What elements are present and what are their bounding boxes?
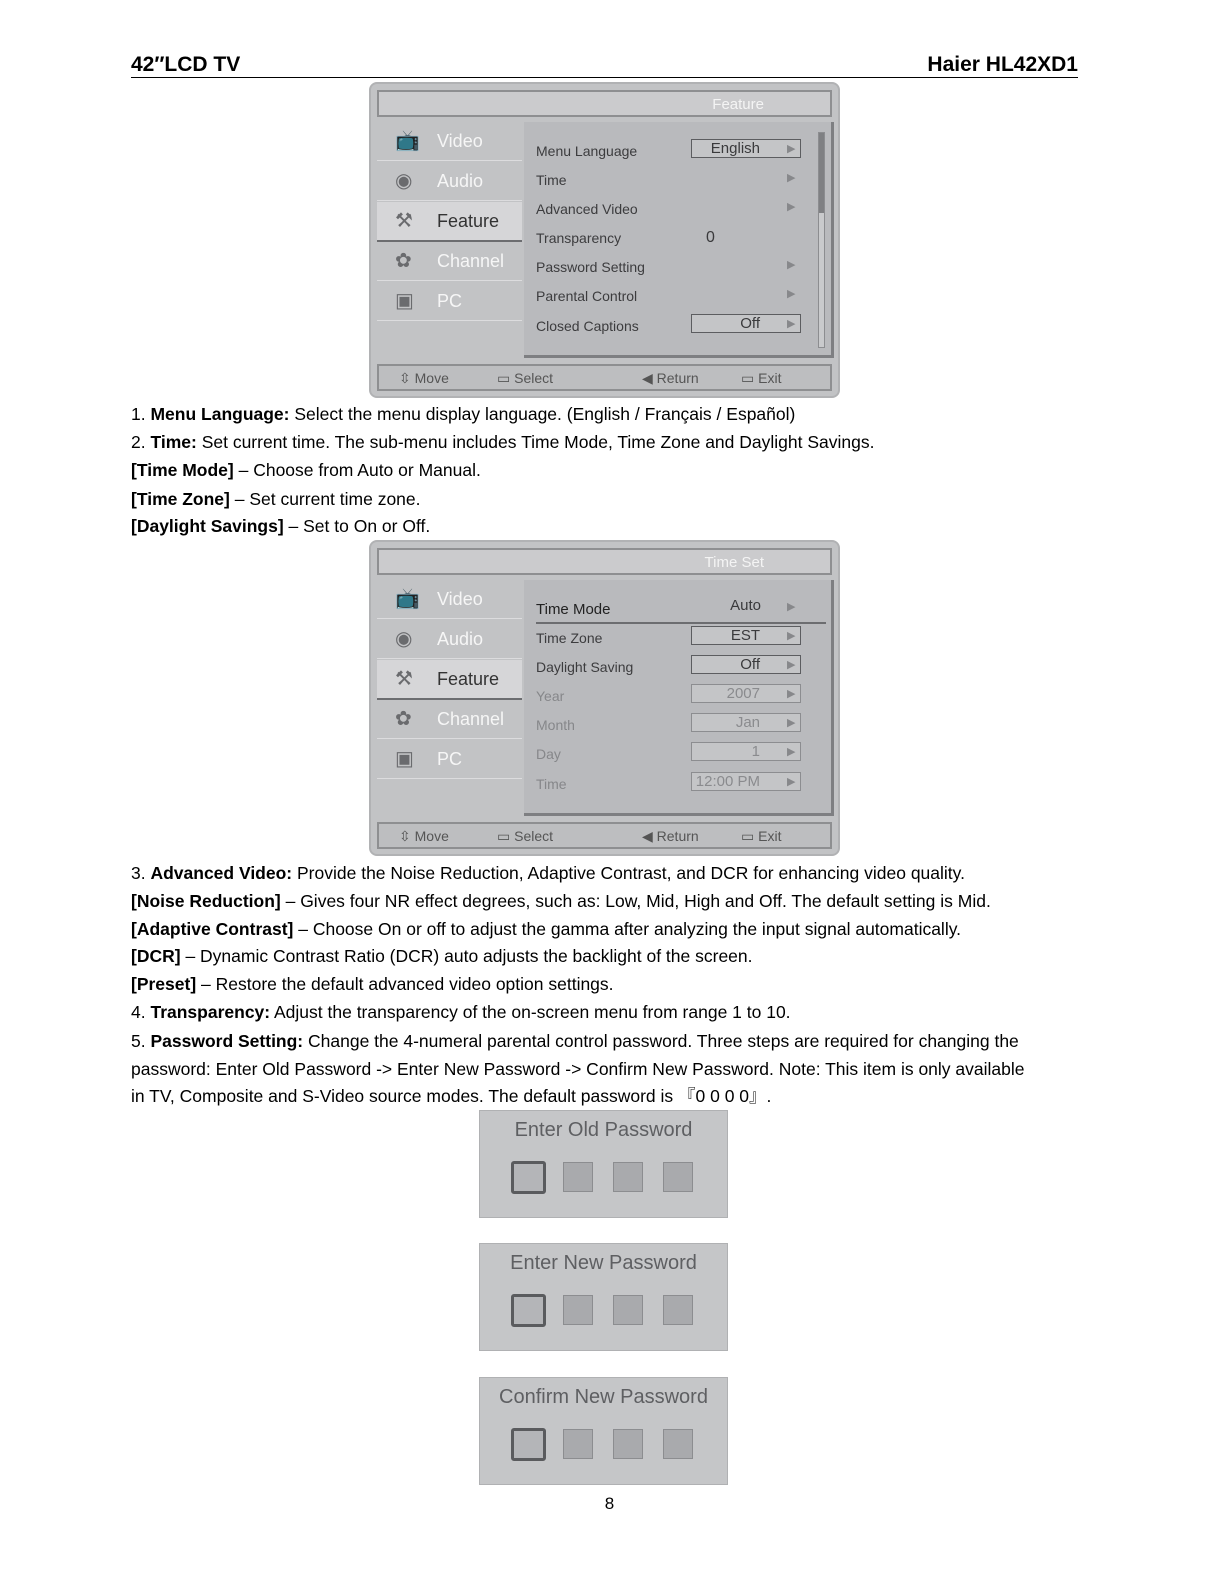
option-value: Off [691, 314, 801, 333]
page-header [131, 53, 1078, 78]
move-hint: ⇳ Move [399, 828, 449, 844]
option-password-setting[interactable] [536, 254, 826, 280]
move-hint: ⇳ Move [399, 370, 449, 386]
menu-help-bar [377, 822, 832, 849]
para-menu-language: 1. Menu Language: Select the menu display language. (English / Français / Español) [131, 404, 796, 424]
nav-item-pc[interactable] [377, 740, 522, 779]
nav-label: Video [437, 131, 483, 151]
scrollbar-thumb[interactable] [819, 133, 824, 213]
option-value: 2007 [691, 684, 801, 703]
option-time[interactable] [536, 167, 826, 193]
tools-icon: ⚒ [395, 210, 413, 232]
option-transparency[interactable] [536, 225, 826, 251]
menu-nav [377, 580, 522, 812]
arrow-right-icon: ▶ [787, 601, 796, 613]
password-digit-4[interactable] [663, 1162, 693, 1192]
nav-item-video[interactable] [377, 580, 522, 619]
arrow-right-icon: ▶ [787, 630, 796, 642]
arrow-right-icon: ▶ [787, 688, 796, 700]
nav-item-audio[interactable] [377, 620, 522, 659]
option-label: Time Zone [536, 630, 603, 646]
option-value: 1 [691, 742, 801, 761]
return-hint: ◀ Return [642, 370, 699, 386]
satellite-icon: ✿ [395, 250, 412, 272]
arrow-right-icon: ▶ [787, 717, 796, 729]
option-label: Month [536, 717, 575, 733]
confirm-new-password-dialog [479, 1377, 728, 1485]
option-year[interactable] [536, 683, 826, 709]
arrow-right-icon: ▶ [787, 201, 796, 213]
option-time-zone[interactable] [536, 625, 826, 651]
nav-item-pc[interactable] [377, 282, 522, 321]
nav-label: Video [437, 589, 483, 609]
option-value: Off [691, 655, 801, 674]
para-password-steps: password: Enter Old Password -> Enter New Password -> Confirm New Password. Note: This item is only available [131, 1059, 1025, 1079]
tools-icon: ⚒ [395, 668, 413, 690]
option-value: 12:00 PM [691, 772, 801, 791]
password-digit-3[interactable] [613, 1162, 643, 1192]
option-value: English [691, 139, 801, 158]
scrollbar[interactable] [818, 132, 825, 348]
dialog-title: Enter New Password [510, 1252, 697, 1274]
password-digit-2[interactable] [563, 1429, 593, 1459]
nav-item-channel[interactable] [377, 242, 522, 281]
header-left: 42″LCD TV [131, 53, 241, 76]
option-time-mode[interactable] [536, 596, 826, 624]
option-label: Closed Captions [536, 318, 639, 334]
option-advanced-video[interactable] [536, 196, 826, 222]
nav-label: Feature [437, 211, 500, 231]
option-label: Transparency [536, 230, 622, 246]
para-time-zone: [Time Zone] – Set current time zone. [131, 489, 421, 509]
tv-icon: 📺 [395, 130, 420, 152]
option-value: EST [691, 626, 801, 645]
para-time-mode: [Time Mode] – Choose from Auto or Manual. [131, 460, 481, 480]
nav-label: Audio [437, 629, 484, 649]
select-hint: ▭ Select [497, 370, 554, 386]
option-time[interactable] [536, 771, 826, 797]
page-number: 8 [604, 1494, 615, 1513]
para-dcr: [DCR] – Dynamic Contrast Ratio (DCR) auto adjusts the backlight of the screen. [131, 946, 753, 966]
password-digit-4[interactable] [663, 1295, 693, 1325]
menu-title: Feature [712, 96, 764, 113]
para-password-setting: 5. Password Setting: Change the 4-numeral parental control password. Three steps are required for changing the [131, 1031, 1019, 1051]
arrow-right-icon: ▶ [787, 318, 796, 330]
enter-new-password-dialog [479, 1243, 728, 1351]
password-digit-4[interactable] [663, 1429, 693, 1459]
password-digit-1[interactable] [511, 1428, 546, 1461]
arrow-right-icon: ▶ [787, 659, 796, 671]
para-adaptive-contrast: [Adaptive Contrast] – Choose On or off to adjust the gamma after analyzing the input signal automatically. [131, 919, 962, 939]
password-digit-1[interactable] [511, 1161, 546, 1194]
option-label: Menu Language [536, 143, 638, 159]
option-label: Time [536, 172, 567, 188]
time-set-menu-screenshot [369, 540, 840, 856]
option-label: Password Setting [536, 259, 645, 275]
header-right: Haier HL42XD1 [927, 53, 1078, 76]
nav-item-video[interactable] [377, 122, 522, 161]
satellite-icon: ✿ [395, 708, 412, 730]
arrow-right-icon: ▶ [787, 172, 796, 184]
speaker-icon: ◉ [395, 170, 413, 192]
option-label: Time Mode [536, 601, 611, 618]
menu-title: Time Set [704, 554, 764, 571]
para-transparency: 4. Transparency: Adjust the transparency of the on-screen menu from range 1 to 10. [131, 1002, 791, 1022]
feature-menu-screenshot [369, 82, 840, 398]
dialog-title: Enter Old Password [514, 1119, 693, 1141]
menu-options-panel [524, 122, 834, 358]
arrow-right-icon: ▶ [787, 288, 796, 300]
password-digit-1[interactable] [511, 1294, 546, 1327]
password-digit-3[interactable] [613, 1295, 643, 1325]
option-value: Auto [730, 597, 761, 614]
enter-old-password-dialog [479, 1110, 728, 1218]
option-label: Year [536, 688, 565, 704]
monitor-icon: ▣ [395, 748, 414, 770]
menu-title-bar [377, 548, 832, 575]
arrow-right-icon: ▶ [787, 143, 796, 155]
nav-label: Feature [437, 669, 500, 689]
arrow-right-icon: ▶ [787, 259, 796, 271]
password-digit-2[interactable] [563, 1295, 593, 1325]
para-default-password: in TV, Composite and S-Video source modes. The default password is 『0 0 0 0』. [131, 1086, 772, 1106]
para-time: 2. Time: Set current time. The sub-menu includes Time Mode, Time Zone and Daylight Savings. [131, 432, 875, 452]
nav-label: Channel [437, 251, 505, 271]
para-daylight-savings: [Daylight Savings] – Set to On or Off. [131, 516, 431, 536]
password-digit-2[interactable] [563, 1162, 593, 1192]
arrow-right-icon: ▶ [787, 776, 796, 788]
option-daylight-saving[interactable] [536, 654, 826, 680]
nav-label: PC [437, 749, 463, 769]
option-closed-captions[interactable] [536, 313, 826, 339]
para-preset: [Preset] – Restore the default advanced video option settings. [131, 974, 614, 994]
nav-item-audio[interactable] [377, 162, 522, 201]
menu-title-bar [377, 90, 832, 117]
para-noise-reduction: [Noise Reduction] – Gives four NR effect degrees, such as: Low, Mid, High and Off. The default setting is Mid. [131, 891, 991, 911]
menu-help-bar [377, 364, 832, 391]
option-value: Jan [691, 713, 801, 732]
menu-options-panel [524, 580, 834, 816]
password-digit-3[interactable] [613, 1429, 643, 1459]
exit-hint: ▭ Exit [741, 370, 782, 386]
exit-hint: ▭ Exit [741, 828, 782, 844]
nav-label: PC [437, 291, 463, 311]
option-label: Advanced Video [536, 201, 638, 217]
monitor-icon: ▣ [395, 290, 414, 312]
nav-item-channel[interactable] [377, 700, 522, 739]
tv-icon: 📺 [395, 588, 420, 610]
menu-nav [377, 122, 522, 354]
option-parental-control[interactable] [536, 283, 826, 309]
nav-item-feature[interactable] [377, 202, 522, 242]
return-hint: ◀ Return [642, 828, 699, 844]
nav-item-feature[interactable] [377, 660, 522, 700]
option-label: Day [536, 746, 561, 762]
option-menu-language[interactable] [536, 138, 826, 164]
nav-label: Audio [437, 171, 484, 191]
option-label: Parental Control [536, 288, 638, 304]
arrow-right-icon: ▶ [787, 746, 796, 758]
option-value: 0 [706, 229, 715, 246]
option-label: Daylight Saving [536, 659, 634, 675]
select-hint: ▭ Select [497, 828, 554, 844]
option-month[interactable] [536, 712, 826, 738]
nav-label: Channel [437, 709, 505, 729]
option-day[interactable] [536, 741, 826, 767]
dialog-title: Confirm New Password [499, 1386, 708, 1408]
speaker-icon: ◉ [395, 628, 413, 650]
para-advanced-video: 3. Advanced Video: Provide the Noise Reduction, Adaptive Contrast, and DCR for enhancing video quality. [131, 863, 965, 883]
option-label: Time [536, 776, 567, 792]
